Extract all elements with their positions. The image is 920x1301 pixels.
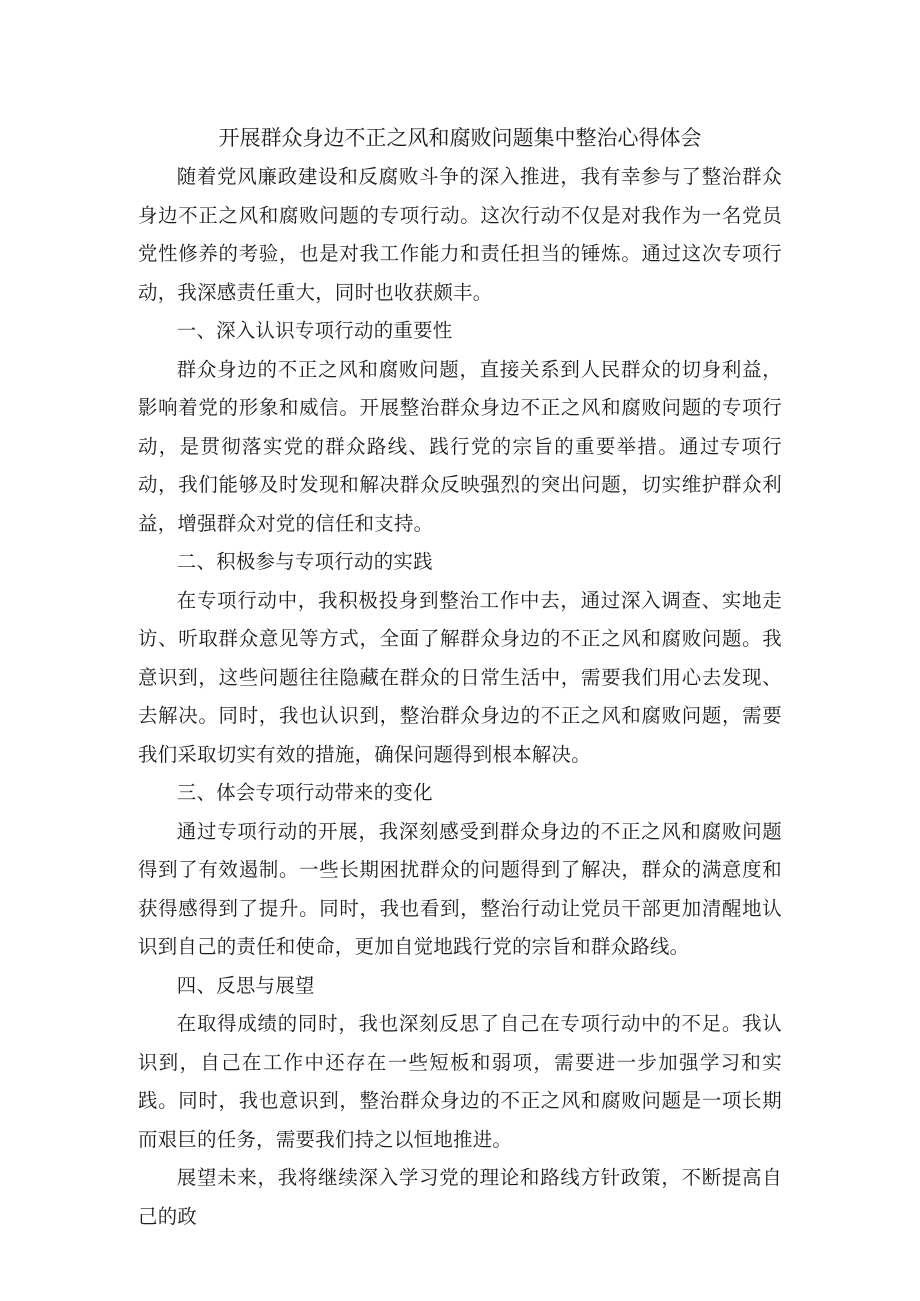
paragraph-intro: 随着党风廉政建设和反腐败斗争的深入推进，我有幸参与了整治群众身边不正之风和腐败问题的专项行动。这次行动不仅是对我作为一名党员党性修养的考验，也是对我工作能力和责任担当的锤炼。通过这次专项行动，我深感责任重大，同时也收获颇丰。 xyxy=(138,165,782,304)
document-body xyxy=(138,118,782,1236)
section-heading-4: 四、反思与展望 xyxy=(176,973,315,997)
paragraph-section-1: 群众身边的不正之风和腐败问题，直接关系到人民群众的切身利益，影响着党的形象和威信。开展整治群众身边不正之风和腐败问题的专项行动，是贯彻落实党的群众路线、践行党的宗旨的重要举措。通过专项行动，我们能够及时发现和解决群众反映强烈的突出问题，切实维护群众利益，增强群众对党的信任和支持。 xyxy=(138,357,782,535)
paragraph-section-4: 在取得成绩的同时，我也深刻反思了自己在专项行动中的不足。我认识到，自己在工作中还存在一些短板和弱项，需要进一步加强学习和实践。同时，我也意识到，整治群众身边的不正之风和腐败问题是一项长期而艰巨的任务，需要我们持之以恒地推进。 xyxy=(138,1012,782,1151)
paragraph-section-2: 在专项行动中，我积极投身到整治工作中去，通过深入调查、实地走访、听取群众意见等方式，全面了解群众身边的不正之风和腐败问题。我意识到，这些问题往往隐藏在群众的日常生活中，需要我们用心去发现、去解决。同时，我也认识到，整治群众身边的不正之风和腐败问题，需要我们采取切实有效的措施，确保问题得到根本解决。 xyxy=(138,588,782,766)
section-heading-3: 三、体会专项行动带来的变化 xyxy=(176,781,433,804)
section-heading-2: 二、积极参与专项行动的实践 xyxy=(176,550,433,573)
section-heading-1: 一、深入认识专项行动的重要性 xyxy=(176,319,453,342)
paragraph-outlook: 展望未来，我将继续深入学习党的理论和路线方针政策，不断提高自己的政 xyxy=(138,1166,782,1228)
paragraph-section-3: 通过专项行动的开展，我深刻感受到群众身边的不正之风和腐败问题得到了有效遏制。一些长期困扰群众的问题得到了解决，群众的满意度和获得感得到了提升。同时，我也看到，整治行动让党员干部更加清醒地认识到自己的责任和使命，更加自觉地践行党的宗旨和群众路线。 xyxy=(138,819,782,958)
document-title: 开展群众身边不正之风和腐败问题集中整治心得体会 xyxy=(218,126,702,150)
